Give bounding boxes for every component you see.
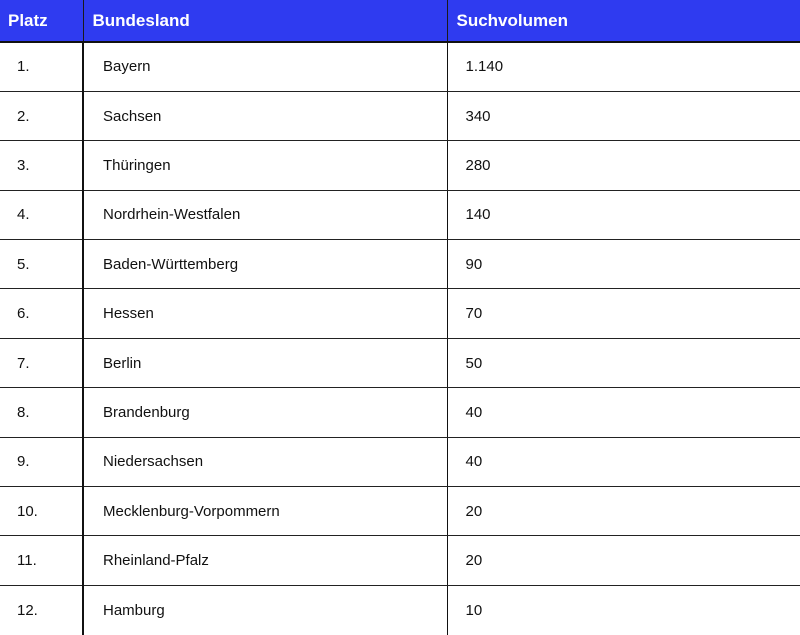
table-header (0, 0, 800, 42)
cell-bundesland: Berlin (83, 338, 447, 387)
cell-bundesland: Baden-Württemberg (83, 240, 447, 289)
cell-suchvolumen: 20 (447, 487, 800, 536)
table-row (0, 141, 800, 190)
table-row (0, 289, 800, 338)
cell-suchvolumen: 40 (447, 437, 800, 486)
table-row (0, 487, 800, 536)
cell-suchvolumen: 280 (447, 141, 800, 190)
cell-suchvolumen: 20 (447, 536, 800, 585)
table-row (0, 42, 800, 91)
cell-bundesland: Sachsen (83, 91, 447, 140)
cell-bundesland: Bayern (83, 42, 447, 91)
cell-platz: 7. (0, 338, 83, 387)
cell-platz: 6. (0, 289, 83, 338)
cell-platz: 4. (0, 190, 83, 239)
table-row (0, 338, 800, 387)
cell-platz: 5. (0, 240, 83, 289)
table-body (0, 42, 800, 635)
cell-suchvolumen: 1.140 (447, 42, 800, 91)
table-row (0, 240, 800, 289)
cell-bundesland: Rheinland-Pfalz (83, 536, 447, 585)
cell-platz: 9. (0, 437, 83, 486)
cell-bundesland: Brandenburg (83, 388, 447, 437)
cell-platz: 11. (0, 536, 83, 585)
column-header-platz: Platz (0, 0, 83, 42)
cell-platz: 2. (0, 91, 83, 140)
cell-suchvolumen: 10 (465, 601, 483, 619)
table-row (0, 536, 800, 585)
cell-platz: 1. (0, 42, 83, 91)
cell-bundesland: Hessen (83, 289, 447, 338)
cell-platz: 10. (0, 487, 83, 536)
column-header-bundesland: Bundesland (83, 0, 447, 42)
cell-bundesland: Nordrhein-Westfalen (83, 190, 447, 239)
header-row (0, 0, 800, 42)
cell-bundesland: Mecklenburg-Vorpommern (83, 487, 447, 536)
cell-platz: 3. (0, 141, 83, 190)
cell-bundesland: Hamburg (83, 585, 447, 634)
cell-suchvolumen: 90 (447, 240, 800, 289)
cell-suchvolumen: 140 (447, 190, 800, 239)
table-row (0, 437, 800, 486)
table-row (0, 388, 800, 437)
column-header-suchvolumen: Suchvolumen (447, 0, 800, 42)
cell-suchvolumen: 70 (447, 289, 800, 338)
cell-suchvolumen: 340 (447, 91, 800, 140)
cell-suchvolumen: 50 (447, 338, 800, 387)
cell-bundesland: Thüringen (83, 141, 447, 190)
cell-platz: 12. (0, 585, 83, 634)
cell-suchvolumen: 40 (447, 388, 800, 437)
cell-bundesland: Niedersachsen (83, 437, 447, 486)
table-row (0, 190, 800, 239)
table-row (0, 585, 800, 634)
table-row (0, 91, 800, 140)
cell-platz: 8. (0, 388, 83, 437)
